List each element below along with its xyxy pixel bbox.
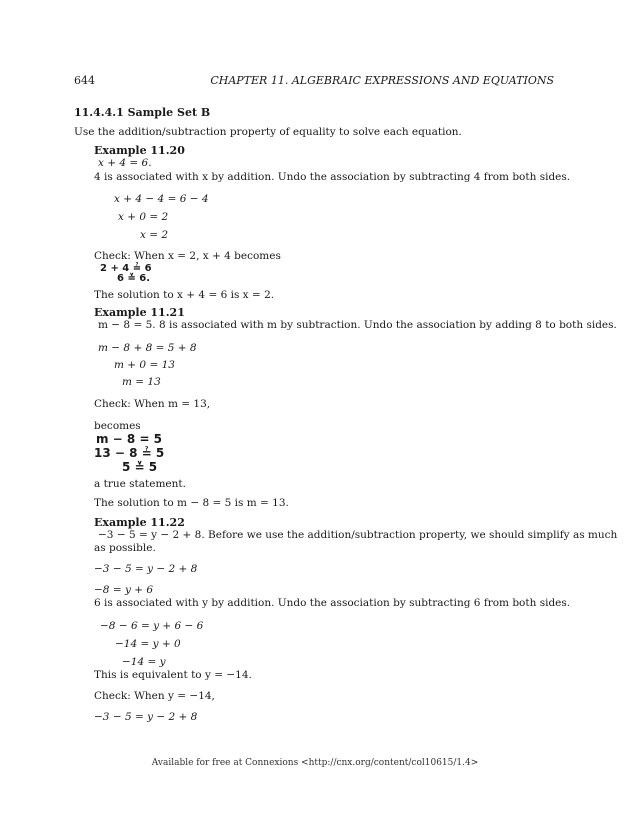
example-20-check-line-2: 6 ≚ 6.	[117, 273, 151, 284]
example-22-step-1: −8 − 6 = y + 6 − 6	[100, 620, 204, 632]
example-21-solution: The solution to m − 8 = 5 is m = 13.	[94, 497, 289, 509]
example-22-title: Example 11.22	[94, 516, 185, 529]
example-20-equation: x + 4 = 6.	[98, 157, 152, 169]
example-20-step-3: x = 2	[140, 229, 169, 241]
example-21-step-2: m + 0 = 13	[114, 359, 175, 371]
example-20-check-line-1: 2 + 4 ≟ 6	[100, 263, 152, 274]
example-20-step-1: x + 4 − 4 = 6 − 4	[114, 193, 209, 205]
example-22-line-a: −3 − 5 = y − 2 + 8	[94, 563, 198, 575]
example-20-title: Example 11.20	[94, 144, 185, 157]
example-21-true-statement: a true statement.	[94, 478, 186, 490]
example-22-statement-line-2: as possible.	[94, 542, 156, 554]
chapter-title: CHAPTER 11. ALGEBRAIC EXPRESSIONS AND EQUATIONS	[210, 74, 554, 87]
example-21-statement: m − 8 = 5. 8 is associated with m by subtraction. Undo the association by adding 8 to both sides.	[98, 319, 617, 331]
example-20-check: Check: When x = 2, x + 4 becomes	[94, 250, 281, 262]
example-21-becomes: becomes	[94, 420, 141, 432]
example-22-statement-line-1: −3 − 5 = y − 2 + 8. Before we use the addition/subtraction property, we should simplify as much	[98, 529, 618, 541]
example-21-check-line-1: m − 8 = 5	[96, 432, 163, 446]
footer-attribution: Available for free at Connexions <http://cnx.org/content/col10615/1.4>	[151, 758, 479, 768]
example-21-check: Check: When m = 13,	[94, 398, 211, 410]
section-title: 11.4.4.1 Sample Set B	[74, 106, 211, 119]
example-22-step-2: −14 = y + 0	[115, 638, 181, 650]
example-22-equivalent: This is equivalent to y = −14.	[94, 669, 252, 681]
example-21-check-line-2: 13 − 8 ≟ 5	[94, 446, 165, 460]
example-21-title: Example 11.21	[94, 306, 185, 319]
example-20-step-2: x + 0 = 2	[118, 211, 169, 223]
example-20-solution: The solution to x + 4 = 6 is x = 2.	[94, 289, 275, 301]
example-22-step-3: −14 = y	[122, 656, 166, 668]
example-20-explanation: 4 is associated with x by addition. Undo the association by subtracting 4 from both sides.	[94, 171, 571, 183]
example-21-step-3: m = 13	[122, 376, 161, 388]
page-number: 644	[74, 74, 95, 87]
example-22-explanation: 6 is associated with y by addition. Undo the association by subtracting 6 from both sides.	[94, 597, 571, 609]
example-22-check-line: −3 − 5 = y − 2 + 8	[94, 711, 198, 723]
example-21-step-1: m − 8 + 8 = 5 + 8	[98, 342, 197, 354]
example-21-check-line-3: 5 ≚ 5	[122, 460, 158, 474]
example-22-line-b: −8 = y + 6	[94, 584, 154, 596]
section-intro: Use the addition/subtraction property of equality to solve each equation.	[74, 126, 462, 138]
example-22-check: Check: When y = −14,	[94, 690, 215, 702]
